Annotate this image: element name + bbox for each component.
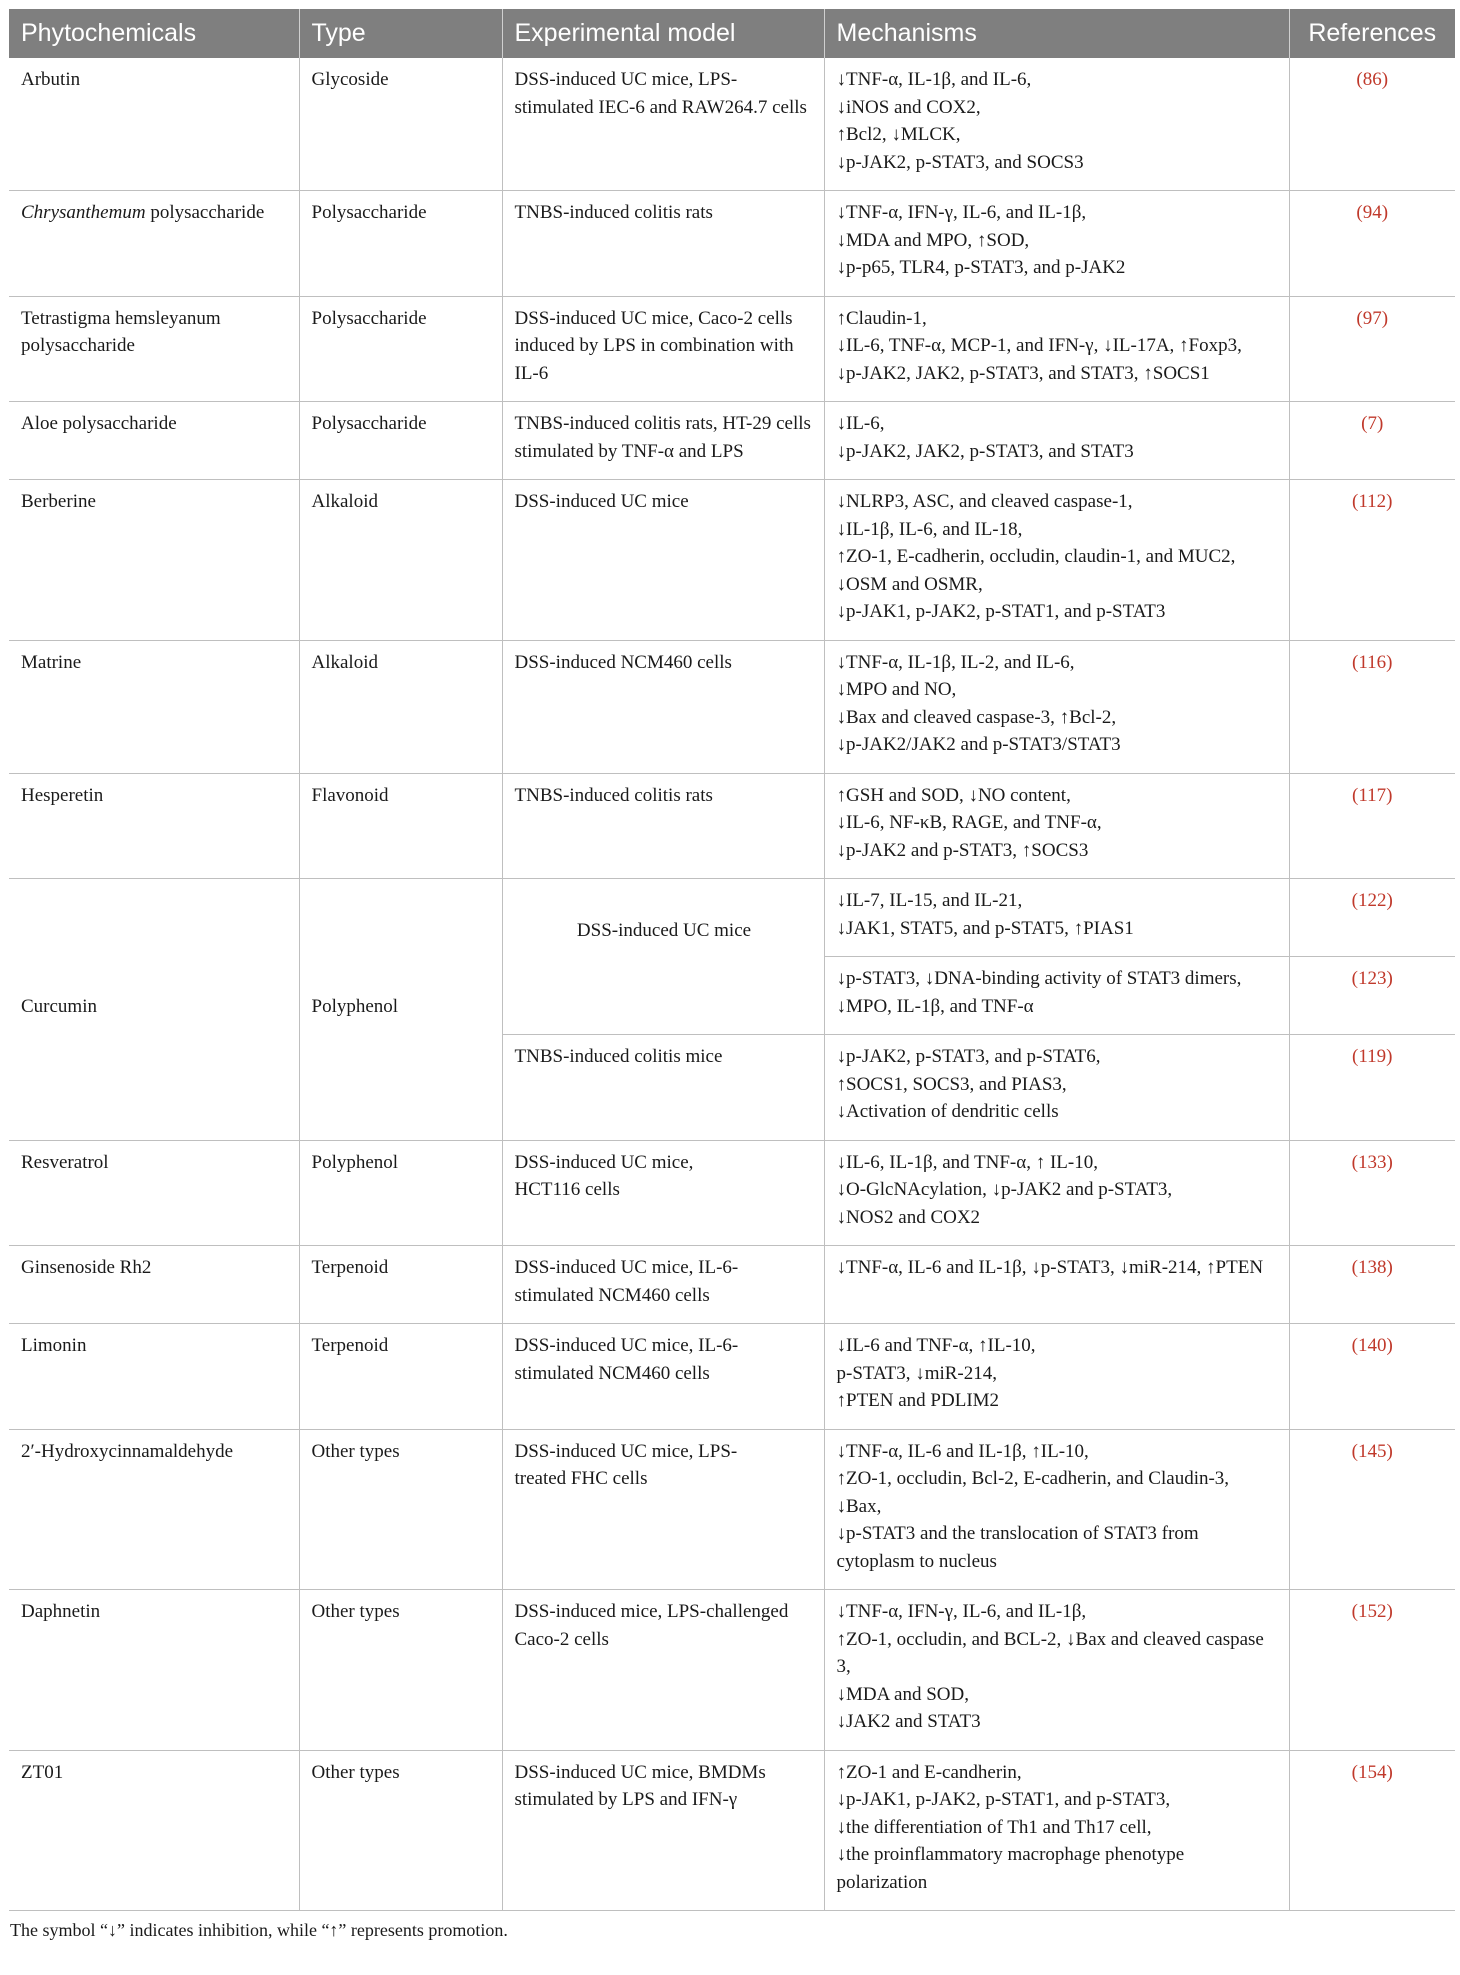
table-row [9,1429,1455,1590]
reference-link[interactable]: 138 [1358,1257,1387,1278]
cell-mechanism: ↓TNF-α, IL-6 and IL-1β, ↓p-STAT3, ↓miR-214, ↑PTEN [824,1246,1289,1324]
cell-mechanism: ↓TNF-α, IFN-γ, IL-6, and IL-1β, ↑ZO-1, occludin, and BCL-2, ↓Bax and cleaved caspase 3, ↓MDA and SOD, ↓JAK2 and STAT3 [824,1590,1289,1751]
cell-model: TNBS-induced colitis rats, HT-29 cells stimulated by TNF-α and LPS [502,402,824,480]
cell-model: DSS-induced UC mice, Caco-2 cells induced by LPS in combination with IL-6 [502,296,824,402]
cell-reference: (140) [1289,1324,1455,1430]
header-row [9,9,1455,58]
cell-reference: (97) [1289,296,1455,402]
table-footnote: The symbol “↓” indicates inhibition, while “↑” represents promotion. [10,1920,508,1940]
cell-model: TNBS-induced colitis rats [502,773,824,879]
reference-link[interactable]: 123 [1358,968,1387,989]
cell-model: DSS-induced UC mice [502,480,824,641]
cell-phytochemical: Arbutin [9,58,299,191]
header-type: Type [299,9,502,58]
cell-mechanism: ↑GSH and SOD, ↓NO content, ↓IL-6, NF-κB, RAGE, and TNF-α, ↓p-JAK2 and p-STAT3, ↑SOCS3 [824,773,1289,879]
reference-link[interactable]: 116 [1358,651,1387,673]
cell-type: Polyphenol [299,879,502,1141]
reference-link[interactable]: 145 [1358,1440,1387,1462]
cell-mechanism: ↓TNF-α, IL-1β, and IL-6, ↓iNOS and COX2, ↑Bcl2, ↓MLCK, ↓p-JAK2, p-STAT3, and SOCS3 [824,58,1289,191]
cell-mechanism: ↓IL-6 and TNF-α, ↑IL-10, p-STAT3, ↓miR-214, ↑PTEN and PDLIM2 [824,1324,1289,1430]
reference-link[interactable]: 152 [1358,1601,1387,1622]
cell-type: Alkaloid [299,480,502,641]
cell-reference: (122) [1289,879,1455,957]
reference-link[interactable]: 133 [1358,1151,1387,1173]
table-row [9,640,1455,773]
table-container [9,9,1455,1941]
cell-model: DSS-induced UC mice, BMDMs stimulated by LPS and IFN-γ [502,1750,824,1911]
cell-phytochemical: Limonin [9,1324,299,1430]
cell-mechanism: ↓NLRP3, ASC, and cleaved caspase-1, ↓IL-1β, IL-6, and IL-18, ↑ZO-1, E-cadherin, occludin, claudin-1, and MUC2, ↓OSM and OSMR, ↓p-JAK1, p-JAK2, p-STAT1, and p-STAT3 [824,480,1289,641]
cell-reference: (133) [1289,1140,1455,1246]
cell-mechanism: ↓TNF-α, IFN-γ, IL-6, and IL-1β, ↓MDA and MPO, ↑SOD, ↓p-p65, TLR4, p-STAT3, and p-JAK2 [824,191,1289,297]
cell-model: DSS-induced UC mice, LPS-treated FHC cells [502,1429,824,1590]
reference-link[interactable]: 7 [1367,413,1377,434]
cell-model: TNBS-induced colitis mice [502,1035,824,1141]
reference-link[interactable]: 140 [1358,1335,1387,1356]
cell-mechanism: ↑ZO-1 and E-candherin, ↓p-JAK1, p-JAK2, p-STAT1, and p-STAT3, ↓the differentiation of Th1 and Th17 cell, ↓the proinflammatory macrophage phenotype polarization [824,1750,1289,1911]
cell-model: DSS-induced UC mice, IL-6-stimulated NCM460 cells [502,1246,824,1324]
table-row [9,1750,1455,1911]
cell-type: Other types [299,1750,502,1911]
cell-model: DSS-induced NCM460 cells [502,640,824,773]
cell-reference: (7) [1289,402,1455,480]
cell-type: Glycoside [299,58,502,191]
cell-reference: (86) [1289,58,1455,191]
cell-phytochemical: Tetrastigma hemsleyanum polysaccharide [9,296,299,402]
cell-reference: (123) [1289,957,1455,1035]
table-row [9,879,1455,957]
cell-phytochemical: Aloe polysaccharide [9,402,299,480]
cell-type: Other types [299,1590,502,1751]
cell-mechanism: ↓TNF-α, IL-6 and IL-1β, ↑IL-10, ↑ZO-1, occludin, Bcl-2, E-cadherin, and Claudin-3, ↓Bax, ↓p-STAT3 and the translocation of STAT3 from cytoplasm to nucleus [824,1429,1289,1590]
cell-phytochemical: Resveratrol [9,1140,299,1246]
cell-reference: (138) [1289,1246,1455,1324]
cell-model: DSS-induced UC mice, LPS-stimulated IEC-6 and RAW264.7 cells [502,58,824,191]
header-experimental-model: Experimental model [502,9,824,58]
cell-phytochemical: Ginsenoside Rh2 [9,1246,299,1324]
cell-mechanism: ↓p-JAK2, p-STAT3, and p-STAT6, ↑SOCS1, SOCS3, and PIAS3, ↓Activation of dendritic cells [824,1035,1289,1141]
reference-link[interactable]: 119 [1358,1046,1387,1067]
phytochemicals-table [9,9,1455,1911]
reference-link[interactable]: 112 [1358,491,1387,512]
cell-type: Flavonoid [299,773,502,879]
cell-model: DSS-induced UC mice [502,879,824,1035]
cell-reference: (154) [1289,1750,1455,1911]
cell-reference: (116) [1289,640,1455,773]
cell-mechanism: ↓IL-6, IL-1β, and TNF-α, ↑ IL-10, ↓O-GlcNAcylation, ↓p-JAK2 and p-STAT3, ↓NOS2 and COX2 [824,1140,1289,1246]
cell-type: Polysaccharide [299,191,502,297]
cell-phytochemical: Berberine [9,480,299,641]
cell-reference: (145) [1289,1429,1455,1590]
table-row [9,58,1455,191]
cell-phytochemical: Hesperetin [9,773,299,879]
cell-reference: (117) [1289,773,1455,879]
cell-mechanism: ↓TNF-α, IL-1β, IL-2, and IL-6, ↓MPO and NO, ↓Bax and cleaved caspase-3, ↑Bcl-2, ↓p-JAK2/JAK2 and p-STAT3/STAT3 [824,640,1289,773]
cell-type: Alkaloid [299,640,502,773]
table-row [9,480,1455,641]
italic-genus-name: Chrysanthemum [21,202,146,223]
table-row [9,1324,1455,1430]
cell-type: Polysaccharide [299,402,502,480]
table-row [9,1140,1455,1246]
table-row [9,402,1455,480]
table-row [9,191,1455,297]
cell-reference: (152) [1289,1590,1455,1751]
cell-type: Terpenoid [299,1324,502,1430]
cell-model: DSS-induced UC mice, HCT116 cells [502,1140,824,1246]
cell-mechanism: ↓IL-7, IL-15, and IL-21, ↓JAK1, STAT5, and p-STAT5, ↑PIAS1 [824,879,1289,957]
cell-phytochemical: Daphnetin [9,1590,299,1751]
cell-type: Polysaccharide [299,296,502,402]
reference-link[interactable]: 94 [1362,202,1382,223]
reference-link[interactable]: 122 [1358,890,1387,911]
cell-phytochemical: 2′-Hydroxycinnamaldehyde [9,1429,299,1590]
cell-mechanism: ↓p-STAT3, ↓DNA-binding activity of STAT3 dimers, ↓MPO, IL-1β, and TNF-α [824,957,1289,1035]
header-references: References [1289,9,1455,58]
cell-mechanism: ↓IL-6, ↓p-JAK2, JAK2, p-STAT3, and STAT3 [824,402,1289,480]
cell-type: Terpenoid [299,1246,502,1324]
cell-phytochemical: Matrine [9,640,299,773]
table-row [9,1590,1455,1751]
reference-link[interactable]: 154 [1358,1761,1387,1783]
cell-reference: (119) [1289,1035,1455,1141]
reference-link[interactable]: 97 [1362,307,1382,329]
cell-reference: (94) [1289,191,1455,297]
header-mechanisms: Mechanisms [824,9,1289,58]
cell-phytochemical: ZT01 [9,1750,299,1911]
table-row [9,1246,1455,1324]
reference-link[interactable]: 86 [1362,69,1382,90]
name-suffix: polysaccharide [145,202,265,223]
cell-mechanism: ↑Claudin-1, ↓IL-6, TNF-α, MCP-1, and IFN-γ, ↓IL-17A, ↑Foxp3, ↓p-JAK2, JAK2, p-STAT3, and STAT3, ↑SOCS1 [824,296,1289,402]
table-row [9,773,1455,879]
table-row [9,296,1455,402]
cell-model: DSS-induced mice, LPS-challenged Caco-2 cells [502,1590,824,1751]
cell-type: Polyphenol [299,1140,502,1246]
cell-reference: (112) [1289,480,1455,641]
cell-phytochemical: Curcumin [9,879,299,1141]
reference-link[interactable]: 117 [1358,784,1387,806]
cell-model: TNBS-induced colitis rats [502,191,824,297]
cell-phytochemical [9,191,299,297]
header-phytochemicals: Phytochemicals [9,9,299,58]
cell-type: Other types [299,1429,502,1590]
cell-model: DSS-induced UC mice, IL-6-stimulated NCM460 cells [502,1324,824,1430]
